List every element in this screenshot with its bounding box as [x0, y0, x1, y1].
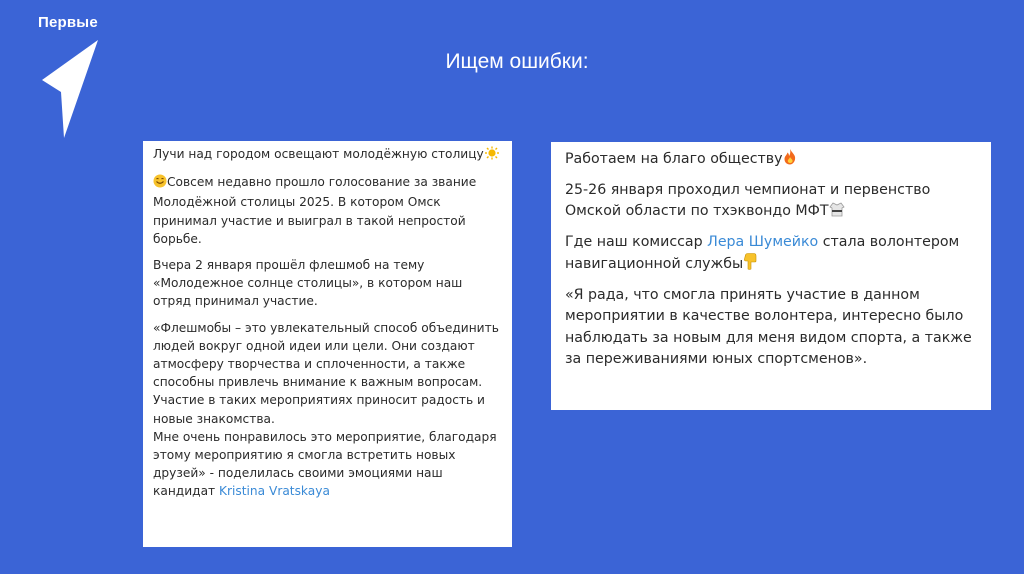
- post-paragraph-5: Мне очень понравилось это мероприятие, благодаря этому мероприятию я смогла встретить новых друзей» - поделилась своими эмоциями наш кандидат Kristina Vratskaya: [153, 429, 497, 499]
- smiling-face-emoji-icon: [153, 174, 167, 193]
- post-paragraph-2: 25-26 января проходил чемпионат и первенство Омской области по тхэквондо МФТ: [565, 180, 977, 225]
- post-paragraph-4: «Флешмобы – это увлекательный способ объединить людей вокруг одной идеи или цели. Они создают атмосферу творчества и сплоченности, а также способны привлечь внимание к важным вопросам. Участие в таких мероприятиях приносит радость и новые знакомства.: [153, 320, 499, 426]
- logo-text: Первые: [38, 14, 98, 31]
- commissar-link[interactable]: Лера Шумейко: [707, 233, 819, 250]
- brand-logo: [38, 14, 108, 140]
- post-card-left: [143, 141, 512, 547]
- post-paragraph-4: «Я рада, что смогла принять участие в данном мероприятии в качестве волонтера, интересно было наблюдать за новым для меня видом спорта, а также за переживаниями юных спортсменов».: [565, 286, 972, 367]
- martial-arts-uniform-emoji-icon: [829, 201, 845, 225]
- author-link[interactable]: Kristina Vratskaya: [219, 484, 330, 499]
- post-paragraph-2: Совсем недавно прошло голосование за звание Молодёжной столицы 2025. В котором Омск принимал участие и выиграл в такой непростой борьбе.: [153, 175, 477, 246]
- post-paragraph-3: Где наш комиссар Лера Шумейко стала волонтером навигационной службы: [565, 232, 977, 278]
- sun-emoji-icon: [484, 146, 500, 165]
- post-card-right: [551, 142, 991, 410]
- post-paragraph-1: Работаем на благо обществу: [565, 148, 977, 173]
- post-paragraph-1: Лучи над городом освещают молодёжную столицу: [153, 145, 502, 165]
- post-paragraph-3: Вчера 2 января прошёл флешмоб на тему «Молодежное солнце столицы», в котором наш отряд принимал участие.: [153, 258, 463, 309]
- pointing-down-emoji-icon: [743, 253, 757, 278]
- fire-emoji-icon: [783, 148, 797, 173]
- slide-title: Ищем ошибки:: [445, 50, 589, 73]
